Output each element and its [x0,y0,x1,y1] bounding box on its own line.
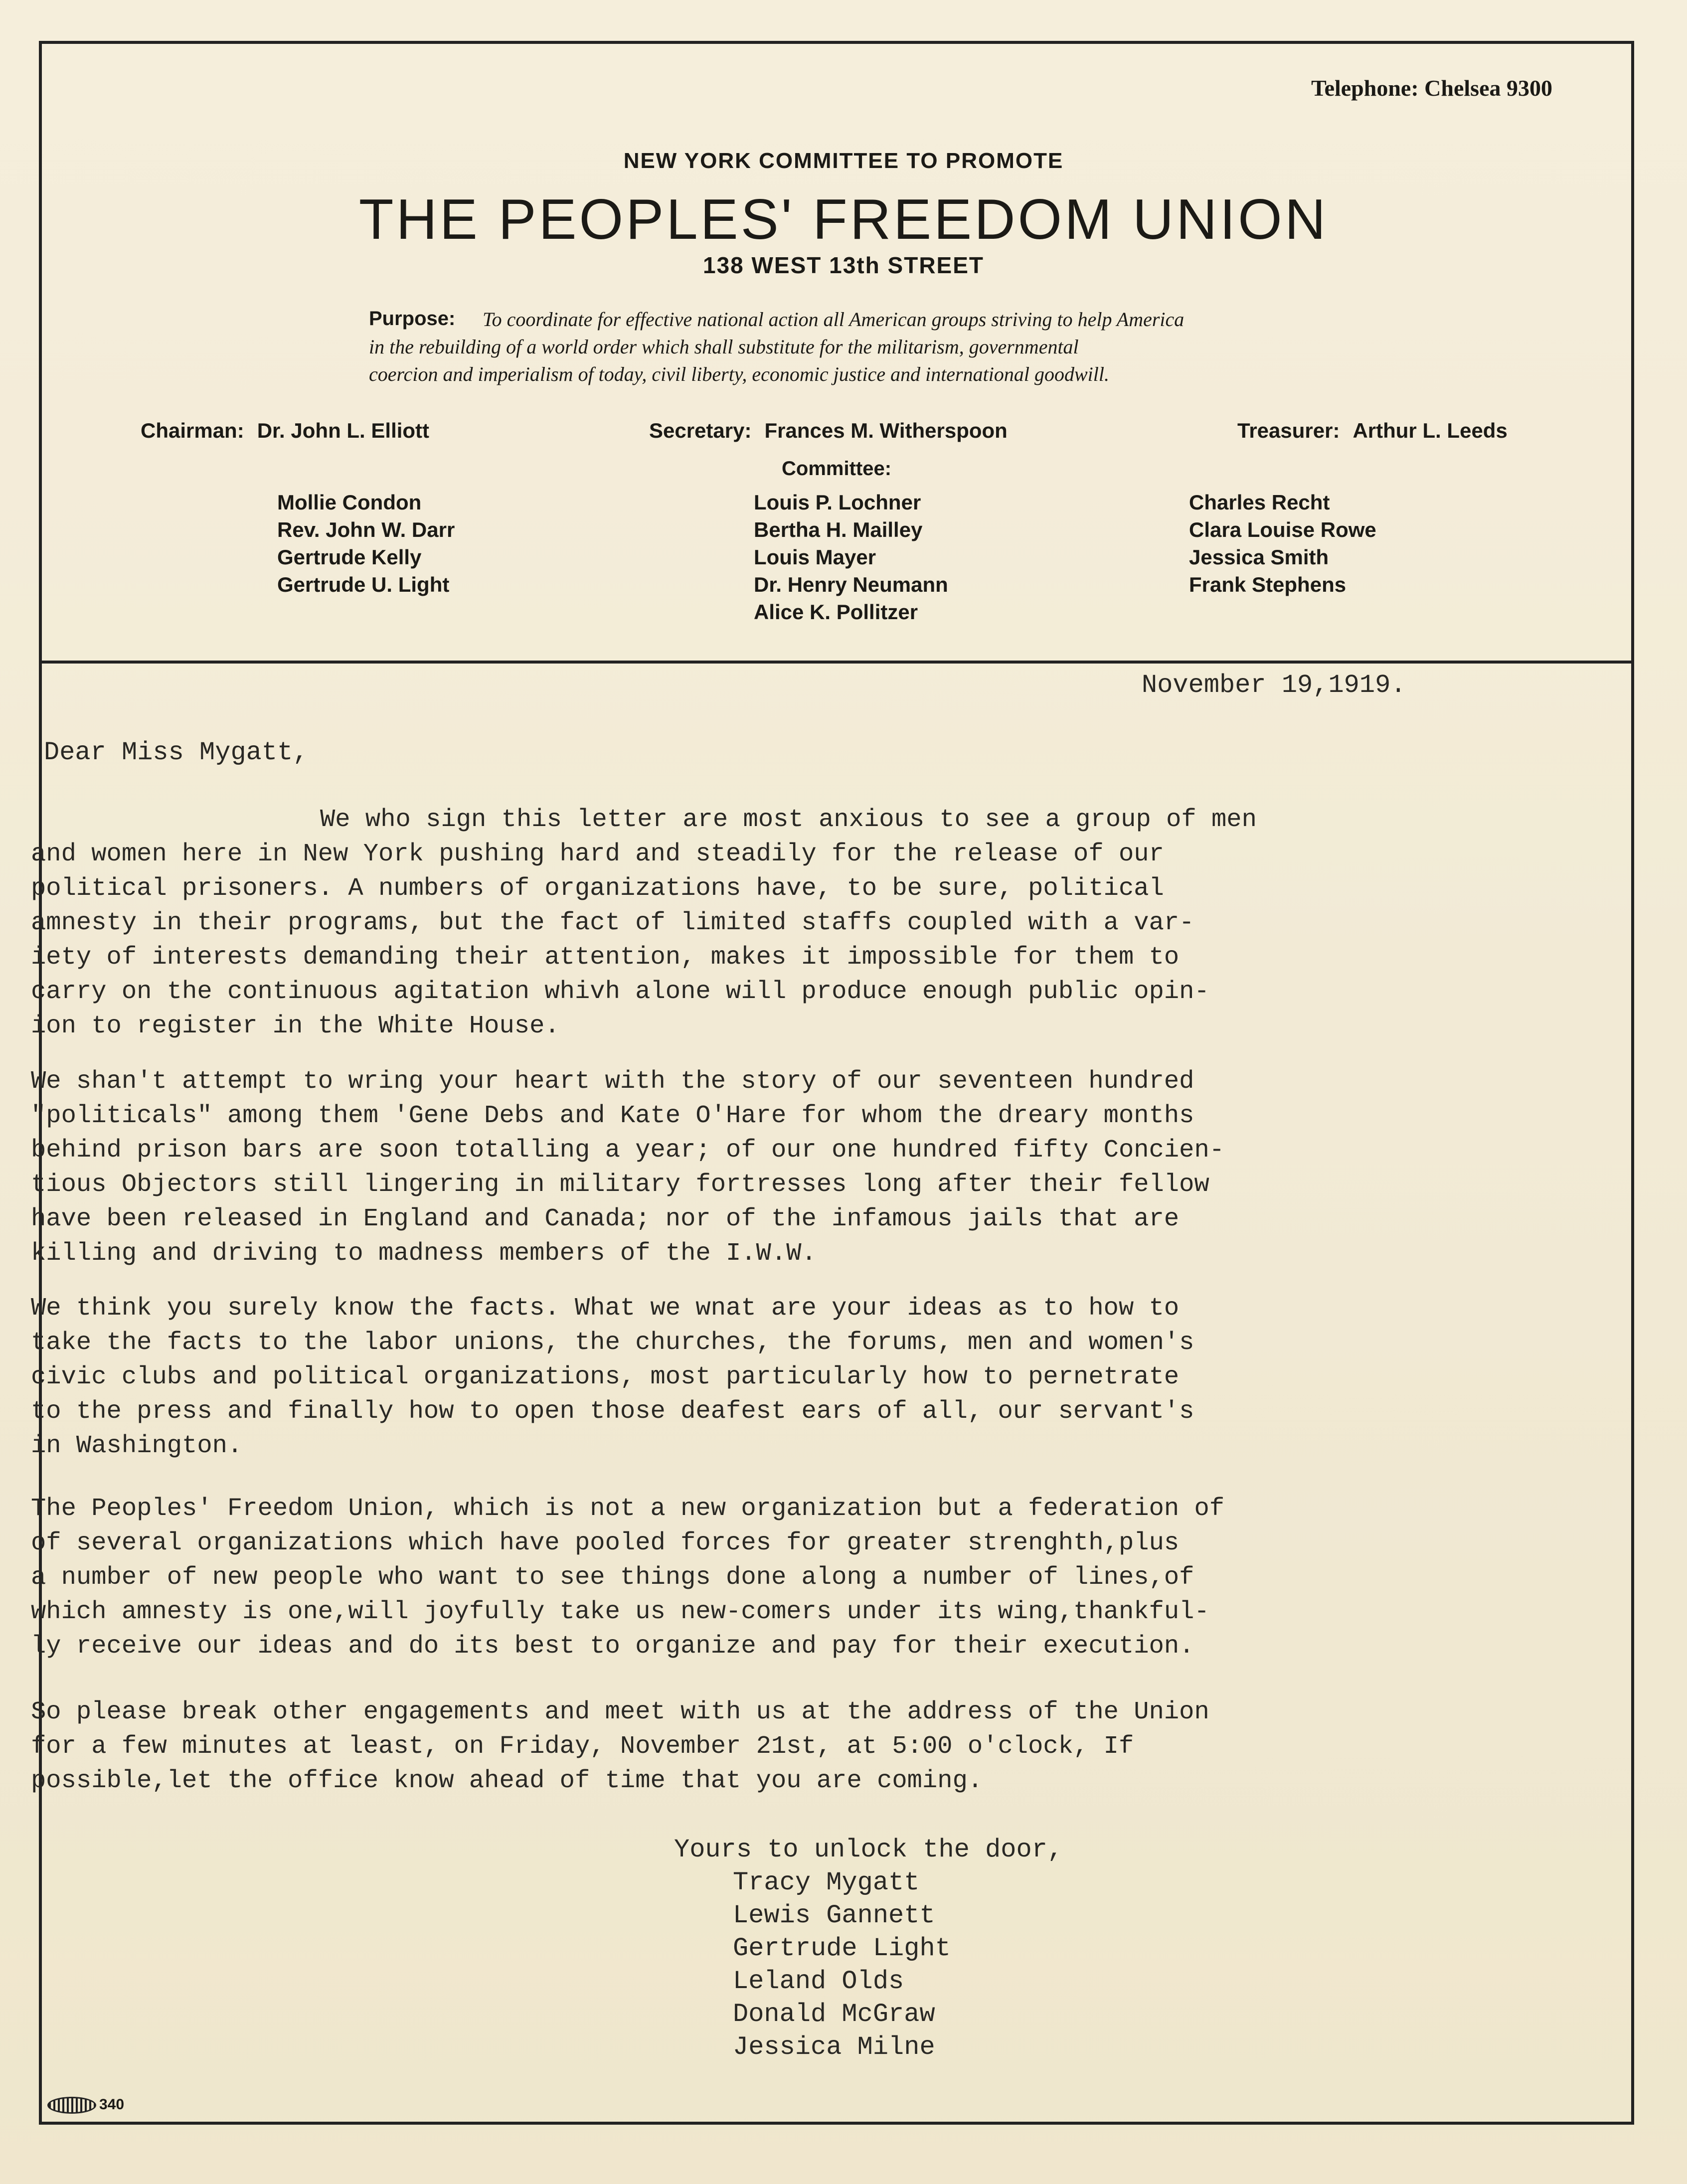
printer-mark [47,2096,124,2114]
committee-member: Jessica Smith [1189,545,1329,569]
union-label-icon [47,2097,96,2114]
paragraph-line: amnesty in their programs, but the fact of limited staffs coupled with a var- [31,909,1194,937]
paragraph-line: political prisoners. A numbers of organizations have, to be sure, political [31,874,1164,903]
signature: Leland Olds [733,1967,904,1996]
committee-member: Mollie Condon [277,491,422,514]
body-paragraph-3 [31,1291,1611,1463]
closing-block [674,1834,1063,2064]
paragraph-line: in Washington. [31,1432,243,1460]
committee-member: Rev. John W. Darr [277,518,455,541]
paragraph-line: for a few minutes at least, on Friday, November 21st, at 5:00 o'clock, If [31,1732,1134,1761]
paragraph-line: carry on the continuous agitation whivh alone will produce enough public opin- [31,978,1209,1006]
committee-member: Frank Stephens [1189,573,1347,596]
salutation: Dear Miss Mygatt, [44,738,309,767]
paragraph-line: take the facts to the labor unions, the churches, the forums, men and women's [31,1329,1194,1357]
purpose-line: To coordinate for effective national action all American groups striving to help America [483,308,1184,331]
paragraph-line: ion to register in the White House. [31,1012,560,1040]
paragraph-line: The Peoples' Freedom Union, which is not a new organization but a federation of [31,1495,1225,1523]
paragraph-line: iety of interests demanding their attention, makes it impossible for them to [31,943,1180,972]
paragraph-line: possible,let the office know ahead of time that you are coming. [31,1767,983,1795]
telephone: Telephone: Chelsea 9300 [1311,75,1552,101]
signature: Gertrude Light [733,1934,951,1963]
signature: Lewis Gannett [733,1901,935,1930]
paragraph-line: behind prison bars are soon totalling a year; of our one hundred fifty Concien- [31,1136,1225,1165]
letterhead-divider [39,661,1634,664]
chairman-label: Chairman: [141,419,244,442]
paragraph-line: of several organizations which have pooled forces for greater strenghth,plus [31,1529,1180,1557]
letterhead-subtitle: NEW YORK COMMITTEE TO PROMOTE [623,149,1064,173]
chairman-name: Dr. John L. Elliott [257,419,430,442]
committee-list-right [1189,489,1376,598]
committee-member: Alice K. Pollitzer [754,600,918,624]
committee-label: Committee: [782,458,892,480]
chairman [141,419,429,443]
purpose-label: Purpose: [369,308,456,330]
committee-member: Louis P. Lochner [754,491,921,514]
paragraph-line: ly receive our ideas and do its best to organize and pay for their execution. [31,1632,1194,1661]
paragraph-line: We think you surely know the facts. What we wnat are your ideas as to how to [31,1294,1180,1323]
purpose-line: coercion and imperialism of today, civil liberty, economic justice and international goodwill. [369,363,1109,385]
committee-member: Gertrude Kelly [277,545,422,569]
printer-mark-number: 340 [99,2096,125,2113]
letter-date: November 19,1919. [1142,671,1406,700]
treasurer-name: Arthur L. Leeds [1352,419,1508,442]
paragraph-line: We shan't attempt to wring your heart with the story of our seventeen hundred [31,1067,1194,1096]
letterhead-address: 138 WEST 13th STREET [702,252,984,278]
secretary-name: Frances M. Witherspoon [764,419,1008,442]
committee-member: Gertrude U. Light [277,573,450,596]
committee-member: Bertha H. Mailley [754,518,923,541]
committee-list-left [277,489,455,598]
paragraph-line: have been released in England and Canada; nor of the infamous jails that are [31,1205,1180,1233]
treasurer [1237,419,1508,443]
signature: Jessica Milne [733,2032,935,2062]
purpose-line: in the rebuilding of a world order which shall substitute for the militarism, governmental [369,336,1079,358]
body-paragraph-5 [31,1695,1611,1798]
body-paragraph-2 [31,1064,1611,1271]
paragraph-line: tious Objectors still lingering in military fortresses long after their fellow [31,1171,1209,1199]
letterhead-title: THE PEOPLES' FREEDOM UNION [358,188,1329,251]
body-paragraph-4 [31,1492,1611,1664]
committee-member: Charles Recht [1189,491,1330,514]
committee-list-middle [754,489,948,626]
paragraph-line: which amnesty is one,will joyfully take us new-comers under its wing,thankful- [31,1598,1209,1626]
secretary-label: Secretary: [649,419,752,442]
paragraph-line: We who sign this letter are most anxious to see a group of men [320,806,1257,834]
body-paragraph-1 [31,803,1611,1043]
committee-member: Dr. Henry Neumann [754,573,948,596]
closing-line: Yours to unlock the door, [674,1835,1063,1864]
paragraph-line: "politicals" among them 'Gene Debs and Kate O'Hare for whom the dreary months [31,1102,1194,1130]
signature: Donald McGraw [733,2000,935,2029]
paragraph-line: killing and driving to madness members of the I.W.W. [31,1239,817,1268]
paragraph-line: and women here in New York pushing hard and steadily for the release of our [31,840,1164,868]
paragraph-line: a number of new people who want to see things done along a number of lines,of [31,1563,1194,1592]
treasurer-label: Treasurer: [1237,419,1340,442]
committee-member: Clara Louise Rowe [1189,518,1376,541]
signature: Tracy Mygatt [733,1868,920,1897]
secretary [649,419,1008,443]
paragraph-line: So please break other engagements and meet with us at the address of the Union [31,1698,1209,1726]
paragraph-line: civic clubs and political organizations, most particularly how to pernetrate [31,1363,1180,1391]
committee-member: Louis Mayer [754,545,876,569]
paragraph-line: to the press and finally how to open those deafest ears of all, our servant's [31,1397,1194,1426]
